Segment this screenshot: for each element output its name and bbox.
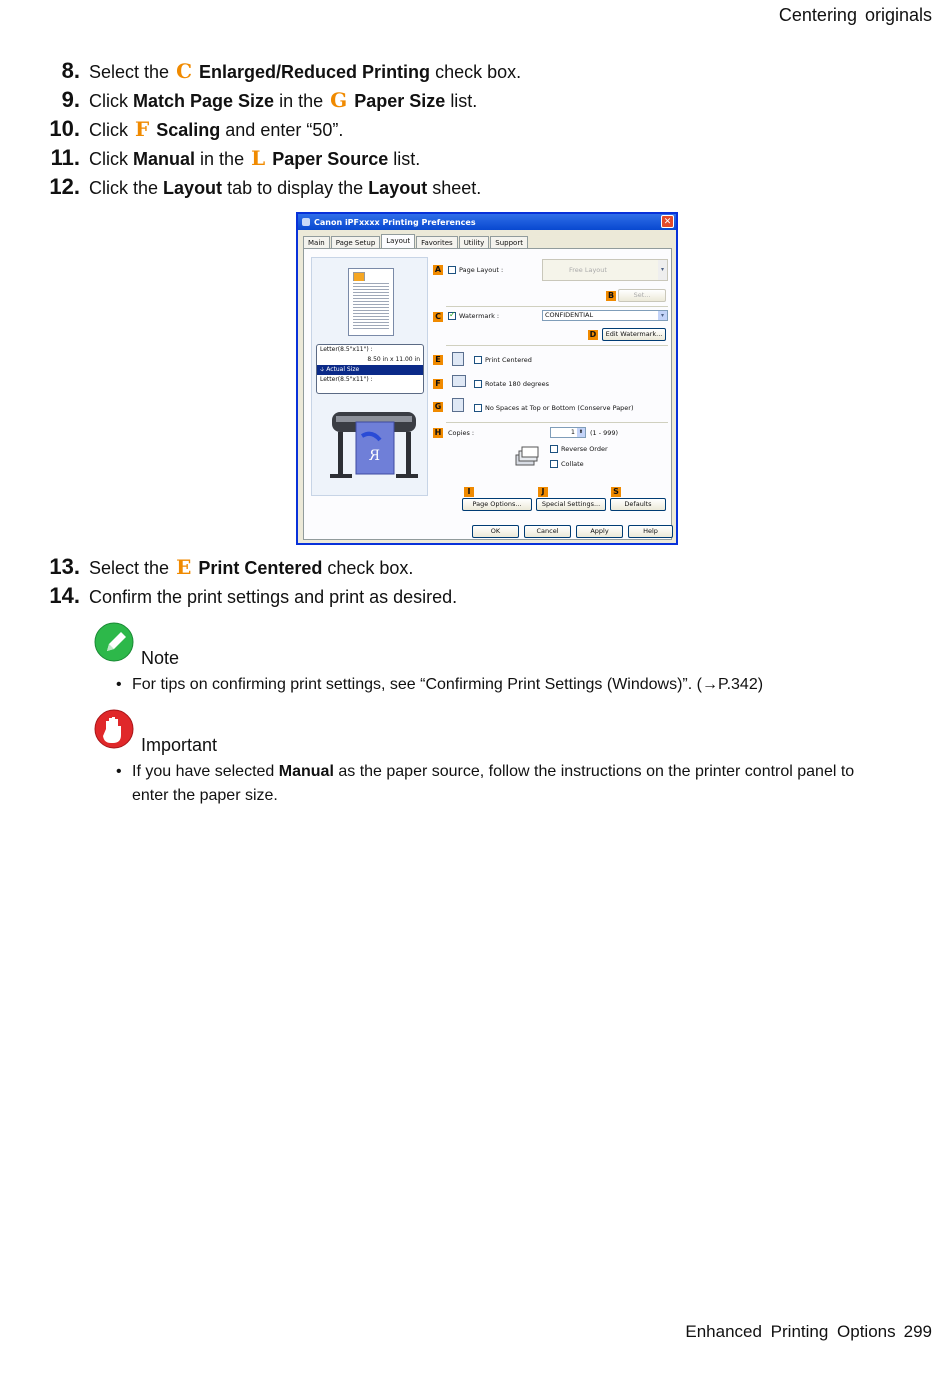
important-text-part: as the paper source, follow the instructions on the printer control panel to enter the paper size. bbox=[132, 763, 855, 804]
callout-letter: E bbox=[176, 555, 192, 579]
important-label: Important bbox=[141, 735, 218, 755]
step-text: Confirm the print settings and print as desired. bbox=[89, 587, 458, 607]
step-number: 11. bbox=[50, 145, 80, 170]
paper-lines bbox=[353, 281, 389, 331]
paper-size-info bbox=[316, 344, 424, 394]
arrow-down-icon: 🡣 bbox=[320, 366, 327, 373]
footer-section: Enhanced Printing Options bbox=[685, 1322, 896, 1341]
step-text: Select the bbox=[89, 558, 170, 578]
bullet-dot: • bbox=[116, 676, 122, 693]
reverse-order-label: Reverse Order bbox=[561, 445, 608, 453]
copies-label: Copies : bbox=[448, 429, 475, 437]
step-text: check box. bbox=[327, 558, 414, 578]
divider bbox=[446, 422, 668, 423]
watermark-select[interactable] bbox=[542, 310, 668, 321]
collate-stack-icon bbox=[514, 445, 540, 467]
step-10 bbox=[0, 116, 343, 144]
dialog-title: Canon iPFxxxx Printing Preferences bbox=[314, 217, 476, 227]
dialog-titlebar bbox=[298, 214, 676, 230]
print-centered-label: Print Centered bbox=[485, 356, 532, 364]
step-text: list. bbox=[450, 91, 478, 111]
badge-a: A bbox=[434, 265, 442, 274]
step-text: list. bbox=[393, 149, 421, 169]
step-11 bbox=[0, 145, 420, 173]
page-layout-checkbox[interactable] bbox=[448, 266, 456, 274]
callout-letter: C bbox=[176, 59, 192, 83]
badge-h: H bbox=[434, 428, 442, 437]
step-text: check box. bbox=[435, 62, 522, 82]
step-number: 14. bbox=[49, 583, 80, 608]
divider bbox=[446, 345, 668, 346]
callout-letter: F bbox=[135, 117, 150, 141]
print-centered-icon bbox=[452, 352, 464, 366]
note-label: Note bbox=[141, 648, 180, 668]
no-spaces-checkbox[interactable] bbox=[474, 404, 482, 412]
watermark-value: CONFIDENTIAL bbox=[545, 311, 594, 319]
step-bold: Scaling bbox=[156, 120, 221, 140]
running-header: Centering originals bbox=[778, 5, 932, 25]
close-icon[interactable]: ✕ bbox=[661, 215, 674, 228]
step-text: in the bbox=[200, 149, 245, 169]
watermark-checkbox[interactable] bbox=[448, 312, 456, 320]
sample-glyph: R bbox=[369, 448, 380, 464]
step-bold: Manual bbox=[133, 149, 196, 169]
info-row: 8.50 in x 11.00 in bbox=[367, 356, 420, 363]
page-footer bbox=[685, 1322, 932, 1342]
step-number: 10. bbox=[49, 116, 80, 141]
step-text: and enter “50”. bbox=[225, 120, 344, 140]
bullet-dot: • bbox=[116, 763, 122, 780]
badge-c: C bbox=[433, 312, 443, 322]
rotate-label: Rotate 180 degrees bbox=[485, 380, 549, 388]
callout-letter: G bbox=[330, 88, 348, 112]
copies-range: (1 - 999) bbox=[590, 429, 619, 437]
step-text: tab to display the bbox=[227, 178, 364, 198]
important-hand-icon bbox=[94, 709, 134, 749]
note-pencil-icon bbox=[94, 622, 134, 662]
badge-g: G bbox=[434, 402, 442, 411]
cancel-button[interactable]: Cancel bbox=[524, 525, 571, 538]
badge-b: B bbox=[607, 291, 615, 300]
important-text bbox=[132, 760, 856, 808]
page-number: 299 bbox=[903, 1322, 932, 1341]
badge-d: D bbox=[589, 330, 597, 339]
step-12 bbox=[0, 174, 481, 202]
badge-e: E bbox=[433, 355, 443, 365]
step-number: 9. bbox=[61, 87, 80, 112]
page-layout-value: Free Layout bbox=[569, 266, 607, 274]
note-bullet bbox=[116, 673, 856, 697]
edit-watermark-button[interactable]: Edit Watermark... bbox=[602, 328, 666, 341]
step-bold: Layout bbox=[368, 178, 428, 198]
reverse-order-checkbox[interactable] bbox=[550, 445, 558, 453]
step-bold: Layout bbox=[163, 178, 223, 198]
note-text: For tips on confirming print settings, see “Confirming Print Settings (Windows)”. (→P.342) bbox=[132, 676, 764, 693]
printing-preferences-dialog bbox=[296, 212, 678, 545]
step-bold: Match Page Size bbox=[133, 91, 275, 111]
page-layout-select[interactable] bbox=[542, 259, 668, 281]
step-14 bbox=[0, 583, 457, 611]
tab-main[interactable]: Main bbox=[303, 236, 330, 249]
step-text: Click the bbox=[89, 178, 159, 198]
step-number: 13. bbox=[49, 554, 80, 579]
collate-checkbox[interactable] bbox=[550, 460, 558, 468]
important-text-bold: Manual bbox=[278, 763, 334, 780]
page-options-button[interactable]: Page Options... bbox=[462, 498, 532, 511]
spinner-arrows-icon[interactable]: ⬍ bbox=[578, 429, 584, 435]
step-9 bbox=[0, 87, 477, 115]
ok-button[interactable]: OK bbox=[472, 525, 519, 538]
badge-f: F bbox=[433, 379, 443, 389]
watermark-label: Watermark : bbox=[459, 312, 500, 320]
divider bbox=[446, 306, 668, 307]
step-text: Click bbox=[89, 91, 128, 111]
step-number: 8. bbox=[61, 58, 80, 83]
copies-spinner[interactable] bbox=[550, 427, 586, 438]
badge-i: I bbox=[464, 487, 474, 497]
tab-layout[interactable]: Layout bbox=[381, 234, 415, 249]
help-button[interactable]: Help bbox=[628, 525, 673, 538]
special-settings-button[interactable]: Special Settings... bbox=[536, 498, 606, 511]
collate-label: Collate bbox=[561, 460, 584, 468]
step-bold: Enlarged/Reduced Printing bbox=[199, 62, 431, 82]
tab-favorites[interactable]: Favorites bbox=[416, 236, 458, 249]
callout-letter: L bbox=[251, 146, 266, 170]
rotate-checkbox[interactable] bbox=[474, 380, 482, 388]
step-8 bbox=[0, 58, 521, 86]
step-text: Click bbox=[89, 120, 128, 140]
copies-value: 1 bbox=[570, 428, 575, 436]
conserve-paper-icon bbox=[452, 398, 464, 412]
step-text: in the bbox=[279, 91, 324, 111]
step-bold: Paper Source bbox=[272, 149, 389, 169]
important-text-part: If you have selected bbox=[132, 763, 275, 780]
step-text: sheet. bbox=[432, 178, 482, 198]
step-bold: Print Centered bbox=[198, 558, 323, 578]
rotate-icon bbox=[452, 375, 466, 387]
layout-pane bbox=[303, 248, 672, 540]
set-button[interactable]: Set... bbox=[618, 289, 666, 302]
tab-support[interactable]: Support bbox=[490, 236, 528, 249]
apply-button[interactable]: Apply bbox=[576, 525, 623, 538]
paper-preview bbox=[348, 268, 394, 336]
defaults-button[interactable]: Defaults bbox=[610, 498, 666, 511]
large-format-printer-illustration bbox=[326, 398, 422, 486]
info-row-selected bbox=[317, 365, 423, 375]
chevron-down-icon: ▾ bbox=[658, 260, 667, 280]
step-text: Click bbox=[89, 149, 128, 169]
badge-j: J bbox=[538, 487, 548, 497]
info-row: Letter(8.5"x11") : bbox=[320, 346, 373, 353]
info-text: Actual Size bbox=[326, 366, 360, 373]
important-bullet bbox=[116, 760, 856, 808]
step-number: 12. bbox=[49, 174, 80, 199]
page-layout-label: Page Layout : bbox=[459, 266, 504, 274]
layout-preview bbox=[311, 257, 428, 496]
step-text: Select the bbox=[89, 62, 170, 82]
tab-utility[interactable]: Utility bbox=[459, 236, 490, 249]
print-centered-checkbox[interactable] bbox=[474, 356, 482, 364]
tab-page-setup[interactable]: Page Setup bbox=[331, 236, 381, 249]
badge-s: S bbox=[611, 487, 621, 497]
chevron-down-icon: ▾ bbox=[658, 311, 667, 320]
info-row: Letter(8.5"x11") : bbox=[320, 376, 373, 383]
step-bold: Paper Size bbox=[354, 91, 446, 111]
step-13 bbox=[0, 554, 413, 582]
no-spaces-label: No Spaces at Top or Bottom (Conserve Paper) bbox=[485, 404, 634, 412]
printer-icon bbox=[302, 218, 310, 226]
